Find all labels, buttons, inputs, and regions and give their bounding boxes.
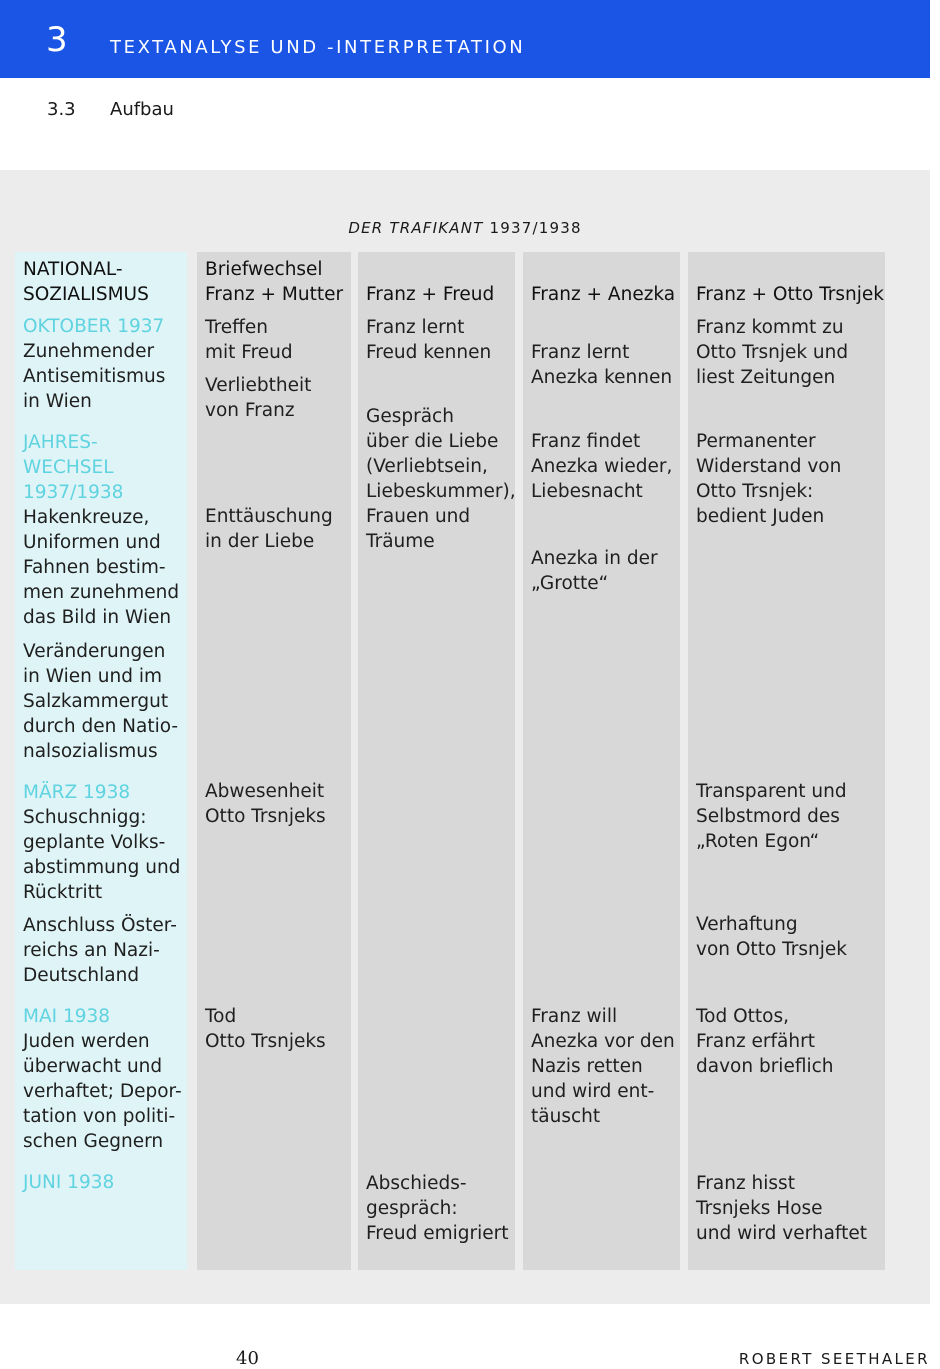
story-event: Verhaftung von Otto Trsnjek: [696, 914, 847, 960]
section-number: 3.3: [47, 99, 76, 120]
story-event: Gespräch über die Liebe (Verliebtsein, Liebeskummer), Frauen und Träume: [366, 406, 516, 552]
date-label: JUNI 1938: [23, 1172, 115, 1193]
story-event: Permanenter Widerstand von Otto Trsnjek: bedient Juden: [696, 431, 842, 527]
story-event: Franz lernt Freud kennen: [366, 317, 492, 363]
chapter-number: 3: [46, 20, 68, 60]
column-franz-otto: [688, 252, 885, 1270]
column-header-franz-otto: Franz + Otto Trsnjek: [696, 284, 884, 305]
story-event: Franz hisst Trsnjeks Hose und wird verhaftet: [696, 1173, 867, 1244]
story-event: Verliebtheit von Franz: [205, 375, 312, 421]
story-event: Franz will Anezka vor den Nazis retten und wird ent- täuscht: [531, 1006, 675, 1127]
column-header-franz-freud: Franz + Freud: [366, 284, 495, 305]
story-event: Tod Otto Trsnjeks: [205, 1006, 326, 1052]
story-event: Franz lernt Anezka kennen: [531, 342, 673, 388]
story-event: Franz kommt zu Otto Trsnjek und liest Zeitungen: [696, 317, 849, 388]
date-label: MÄRZ 1938: [23, 782, 131, 803]
footer-author: ROBERT SEETHALER: [738, 1350, 930, 1368]
date-label: JAHRES- WECHSEL 1937/1938: [23, 432, 124, 503]
timeline-event: Juden werden überwacht und verhaftet; Depor- tation von politi- schen Gegnern: [23, 1031, 182, 1152]
chapter-title: TEXTANALYSE UND -INTERPRETATION: [110, 37, 526, 58]
column-header-franz-anezka: Franz + Anezka: [531, 284, 676, 305]
story-event: Enttäuschung in der Liebe: [205, 506, 333, 552]
story-event: Tod Ottos, Franz erfährt davon brieflich: [696, 1006, 834, 1077]
caption-book-title: DER TRAFIKANT: [348, 219, 484, 237]
story-event: Franz findet Anezka wieder, Liebesnacht: [531, 431, 673, 502]
page-number: 40: [236, 1348, 259, 1369]
story-event: Abschieds- gespräch: Freud emigriert: [366, 1173, 509, 1244]
timeline-event: Zunehmender Antisemitismus in Wien: [23, 341, 166, 412]
timeline-event: Veränderungen in Wien und im Salzkammergut durch den Natio- nalsozialismus: [23, 641, 179, 762]
table-caption: [0, 219, 930, 237]
column-header-briefwechsel: Briefwechsel Franz + Mutter: [205, 259, 344, 305]
timeline-event: Schuschnigg: geplante Volks- abstimmung und Rücktritt: [23, 807, 181, 903]
story-event: Anezka in der „Grotte“: [531, 548, 658, 594]
date-label: OKTOBER 1937: [23, 316, 165, 337]
story-event: Transparent und Selbstmord des „Roten Egon“: [696, 781, 847, 852]
caption-years: 1937/1938: [489, 219, 582, 237]
story-event: Treffen mit Freud: [205, 317, 293, 363]
story-event: Abwesenheit Otto Trsnjeks: [205, 781, 326, 827]
timeline-event: Anschluss Öster- reichs an Nazi- Deutschland: [23, 915, 177, 986]
section-title: Aufbau: [110, 99, 174, 120]
chapter-header-bar: [0, 0, 930, 78]
timeline-event: Hakenkreuze, Uniformen und Fahnen bestim- men zunehmend das Bild in Wien: [23, 507, 180, 628]
column-header-nationalsozialismus: NATIONAL- SOZIALISMUS: [23, 259, 149, 305]
date-label: MAI 1938: [23, 1006, 111, 1027]
